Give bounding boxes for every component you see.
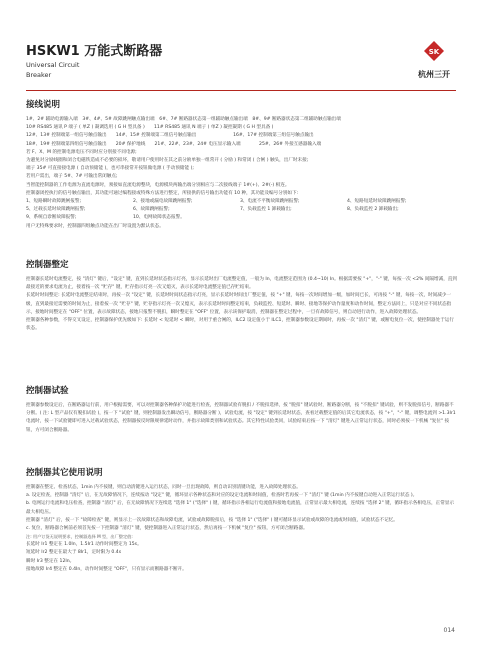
sk-logo-icon [423,40,445,62]
other-paragraph: b. 电网运行电流和电压检查，控制器 "清灯" 后，在无故障情况下连续选 "选择 1" ("选择" ) 键，循环指示各相运行电流值和接地电流值，正常显示最大相电流，连续按 "选择 2" 键，循环指示各相电压，正常显示最大相电压。 [26,501,455,515]
function-item: 9、系统自诊断故障报警; [26,215,77,221]
wiring-footer: 用户无特殊要求时，控制器四组触点功能在出厂时设置为默认状态。 [26,223,164,229]
wiring-line: 控制器闭控执行的信号触点输出，其功能可通过编程接或特殊方法进行整定，所接供的信号输出功能有 10 种，其功能及编号分别如下: [26,190,299,196]
setting-paragraph: 控制器各种参数，不得交叉设定，控制器保护优先级如下: 长延时 < 短延时 < 瞬时，对用于重合闸的，ILC2 设定值小于 ILC1，控制器参数设定期间时，再按一次 "清灯" 键，或断电复位一次，使控制器处于运行状态。 [26,318,454,332]
default-setting-value: 瞬时 Ir3 整定在 12In。 [26,558,75,564]
wiring-line: 若用户需出，端子 5#、7# 可输出常闭触点; [26,174,118,180]
function-item: 5、过载长延时故障跳闸报警; [26,207,86,213]
wiring-line: 为避免对分励线圈和闭合电磁铁造成不必要的损坏，敬请用户使用时在其之前分励单独一组常开 ( 分励 ) 和常闭 ( 合闸 ) 触头，出厂时未接; [26,158,309,164]
wiring-section [26,98,458,231]
function-item: 4、短路短延时故障跳闸报警; [347,199,407,205]
subtitle-line-2: Breaker [26,71,52,79]
other-paragraph: 控制器在整定、检查状态，1min 内不按键，则自动清键进入运行状态，同时一旦出现故障，则自动识别清键功能，进入故障处理状态。 [26,485,301,490]
test-paragraph: 控制器参数设定后，在断路器运行前，用户根据需要，可以对控制器各种保护功能进行检查，控制器试验有脱扣 / 不脱扣选择，按 "脱扣" 键试验时，断路器分断，按 "不脱扣" 键试验，则不发脱扣信号，断路器不分断。( 注: L 型产品仅有脱扣试验 )，按一下 "试验" 键，则控制器发出瞬动信号，断路器分断 )，试验电流，按 "设定" 键到长延时状态，查看过载整定值的后其它电流状态，按 "+"，"-" 键，调整电流到 >1.3Ir1 电流时，按一下试验键即可进入过载试验状态，控制器按反时限规律延时动作，并指示故障类别和试验状态。其它特性试验类同，试验结束后按一下 "清灯" 键进入正常运行状态，同时必须按一下机械 "复位" 按钮，方可闭合断路器。 [26,403,456,433]
function-row [26,198,458,206]
wiring-line: 当智能控制器的工作电源为直流电源时，须接如直流电源整块，电源模块两输出端分别相应与二次接线端子 1#(+)、2#(-) 相连。 [26,182,290,188]
function-row [26,214,458,222]
header-divider [26,90,456,91]
svg-text:SK: SK [428,48,440,56]
test-section [26,384,458,435]
other-paragraph: a. 设定检查，控制器 "清灯" 后，在无故障情况下，连续按动 "设定" 键，循环显示各种状态和对应的设定电流和时间值，检查时若再按一下 "清灯" 键 (1min 内不按键自动进入正常运行状态 )。 [26,493,418,499]
default-setting-value: 长延时 Ir1 整定在 1.0In，1.5Ir1 动作时间整定为 15s。 [26,542,142,548]
other-paragraph: 控制器 "清灯" 后，按一下 "故障检查" 键，则显示上一次故障状态和故障电流，试验或故障脱扣后，按 "选择 1" ("选择" ) 键可循环显示试验或故障的电流或时间值，试验状态不记忆。 [26,517,398,523]
other-paragraph: c. 复位，断路器合闸前必须首先按一下控制器 "清灯" 键，使控制器进入正常运行状态，然后再按一下机械 "复位" 按钮，方可闭合断路器。 [26,526,308,532]
company-logo [414,40,454,80]
setting-paragraph: 控制器长延时电流整定，按 "清灯" 键后，"设定" 键，直到长延时状态指示灯亮，显示长延时出厂电流整定值，一般为 In，电流整定范围为 (0.4~10) In。根据需要按 "+"，"-" 键，每按一次 <2% 间隔增减，直到最接近的要求电流为止，接着按一次 "贮存" 键，贮存指示灯亮一次又熄灭，表示长延时电流整定值已存贮结束。 [26,277,457,291]
section-title-setting: 控制器整定 [26,260,69,270]
function-item: 8、负载监控 2 卸载输出; [347,207,399,213]
section-title-other: 控制器其它使用说明 [26,468,103,478]
wiring-line: 若 F、X、M 的控制电源电压不同时应分别接不同电源; [26,149,137,155]
wiring-line: 1#、2# 辅助电源输入端 3#、4#、5# 故障跳闸触点输出端 6#、7# 断路器状态第一组辅助触点输出端 8#、9# 断路器状态第二组辅助触点输出端 [26,117,341,122]
page-title: HSKW1 万能式断路器 [26,44,163,59]
function-item: 2、接地或漏电故障跳闸报警; [133,199,193,205]
wiring-line: 12#、13# 控制端第一组信号触点输出 14#、15# 控制端第二组信号触点输出 16#、17# 控制端第三组信号触点输出 [26,133,314,139]
setting-paragraph: 长延时时间整定: 长延时电流整定结束时，再按一次 "设定" 键，长延时时间状态指示灯亮，显示长延时时间出厂整定值，按 "+" 键，每按一次时间增加一级，加时间已长，可再按 "-" 键，每按一次，时间减少一级，直到最接近需要的时间为止，接着按一次 "贮存" 键，贮存指示灯亮一次又熄灭，表示长延时时间整定结束，负载监控、短延时、瞬时、接地等保护动作量度和动作时间，整定方法同上，只是对应不同状态指示，接地时间整定在 "OFF" 位置，表示故障状态，接地只报警不脱扣，瞬时整定在 "OFF" 位置，表示该保护取消，控制器在整定过程中，一旦有故障信号，则自动进行动作，进入故障处理状态。 [26,293,452,315]
setting-section [26,258,458,333]
section-title-wiring: 接线说明 [26,100,61,110]
logo-text: 杭州三开 [418,70,450,79]
page-header [26,40,456,90]
default-setting-value: 接地故障 Ir4 整定在 0.4In，动作时间整定 "OFF"，只有显示而断路器不断开。 [26,566,187,572]
function-item: 7、负载监控 1 卸载输出; [240,207,292,213]
default-setting-value: 短延时 Ir2 整定在最大于 8Ir1，定时限为 0.4s [26,550,122,556]
wiring-line: 18#、19# 控制端第四组信号触点输出 20# 保护地线 21#、22#、23#、24# 电压显示输入端 25#、26# 外接互感器输入端 [26,141,322,147]
function-row [26,206,458,214]
section-title-test: 控制器试验 [26,386,69,396]
function-item: 6、故障跳闸报警; [133,207,170,213]
page-number: 014 [443,627,455,634]
subtitle-line-1: Universal Circuit [26,61,80,69]
wiring-line: 10# RS485 通讯 P 端子 ( 单Z ) 凝调选用 ( G H 型具备 ) 11# RS485 通讯 N 端子 ( 单Z ) 凝控凝期 ( G H 型具备 ) [26,125,274,131]
other-section [26,466,458,574]
function-item: 3、电流不平衡故障跳闸报警; [240,199,300,205]
default-settings-note: 注: 用户订货无说明要求，控制器选择 M 型，出厂整定值: [26,534,133,540]
function-item: 1、短路瞬时故障跳闸报警; [26,199,82,205]
function-item: 10、电网故障状态报警。 [133,215,185,221]
wiring-line: 端子 35# 可直接接电源 ( 自动预储能 )，也可串接常开按钮做电源 ( 手动预储能 ); [26,166,194,172]
